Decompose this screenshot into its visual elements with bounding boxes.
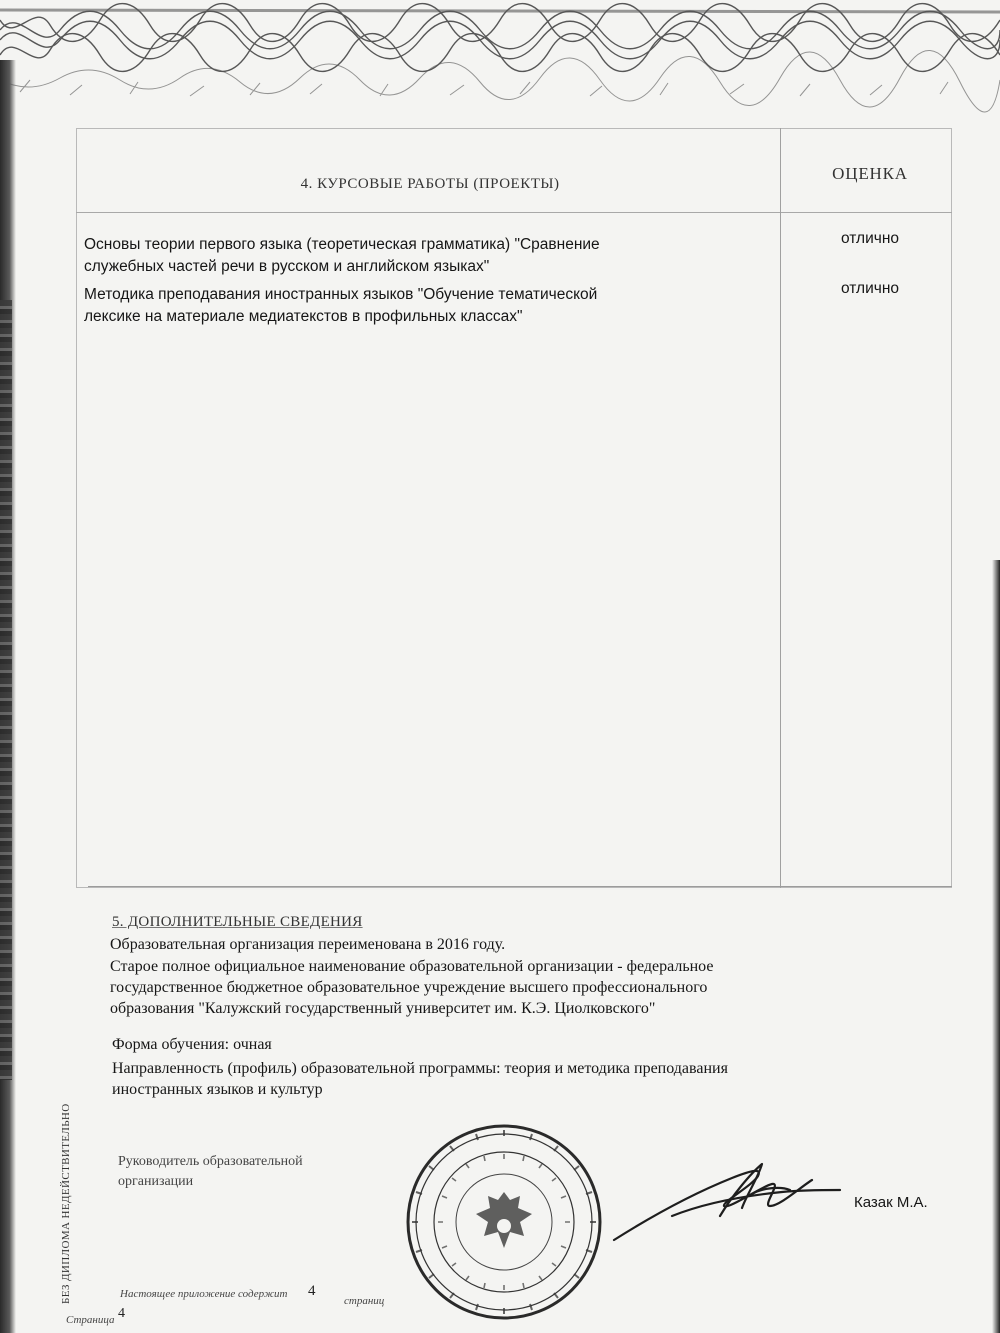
profile-line: Направленность (профиль) образовательной программы: теория и методика преподавания	[112, 1060, 728, 1077]
old-name-line: Старое полное официальное наименование образовательной организации - федеральное	[110, 958, 714, 975]
section-5-title: 5. ДОПОЛНИТЕЛЬНЫЕ СВЕДЕНИЯ	[112, 914, 363, 930]
pages-count: 4	[308, 1283, 316, 1299]
course-title-line: Основы теории первого языка (теоретическая грамматика) "Сравнение	[84, 236, 600, 253]
side-note-text: БЕЗ ДИПЛОМА НЕДЕЙСТВИТЕЛЬНО	[60, 1103, 72, 1304]
head-label-line: организации	[118, 1174, 194, 1189]
renamed-note: Образовательная организация переименована в 2016 году.	[110, 936, 506, 953]
grade-cell: отлично	[841, 280, 899, 297]
guilloche-border	[0, 0, 1000, 115]
course-title-line: служебных частей речи в русском и английском языках"	[84, 258, 490, 275]
scan-left-edge-texture	[0, 300, 12, 1080]
grade-cell: отлично	[841, 230, 899, 247]
pages-word: страниц	[344, 1295, 385, 1307]
page-label: Страница	[66, 1314, 115, 1326]
signature-icon	[612, 1156, 842, 1246]
table-column-divider	[780, 128, 781, 888]
old-name-line: образования "Калужский государственный университет им. К.Э. Циолковского"	[110, 1000, 656, 1017]
side-validity-note	[34, 1064, 74, 1304]
head-of-organization-label	[118, 1152, 348, 1192]
head-label-line: Руководитель образовательной	[118, 1154, 303, 1169]
official-seal-icon	[404, 1122, 604, 1322]
old-name-line: государственное бюджетное образовательное учреждение высшего профессионального	[110, 979, 708, 996]
profile-block	[112, 1058, 728, 1100]
course-title-line: Методика преподавания иностранных языков "Обучение тематической	[84, 286, 598, 303]
scan-right-edge	[992, 560, 1000, 1333]
table-row	[84, 234, 684, 278]
table-header-divider	[76, 212, 952, 213]
old-name-block	[110, 956, 713, 1019]
table-bottom-border	[88, 886, 952, 887]
pages-note: Настоящее приложение содержит	[120, 1288, 288, 1300]
grade-column-header: ОЦЕНКА	[832, 164, 908, 183]
section-4-title: 4. КУРСОВЫЕ РАБОТЫ (ПРОЕКТЫ)	[300, 176, 560, 192]
course-title-line: лексике на материале медиатекстов в профильных классах"	[84, 308, 523, 325]
profile-line: иностранных языков и культур	[112, 1081, 323, 1098]
head-name: Казак М.А.	[854, 1194, 928, 1211]
page-number: 4	[118, 1306, 125, 1321]
study-form: Форма обучения: очная	[112, 1036, 272, 1053]
table-row	[84, 284, 684, 328]
